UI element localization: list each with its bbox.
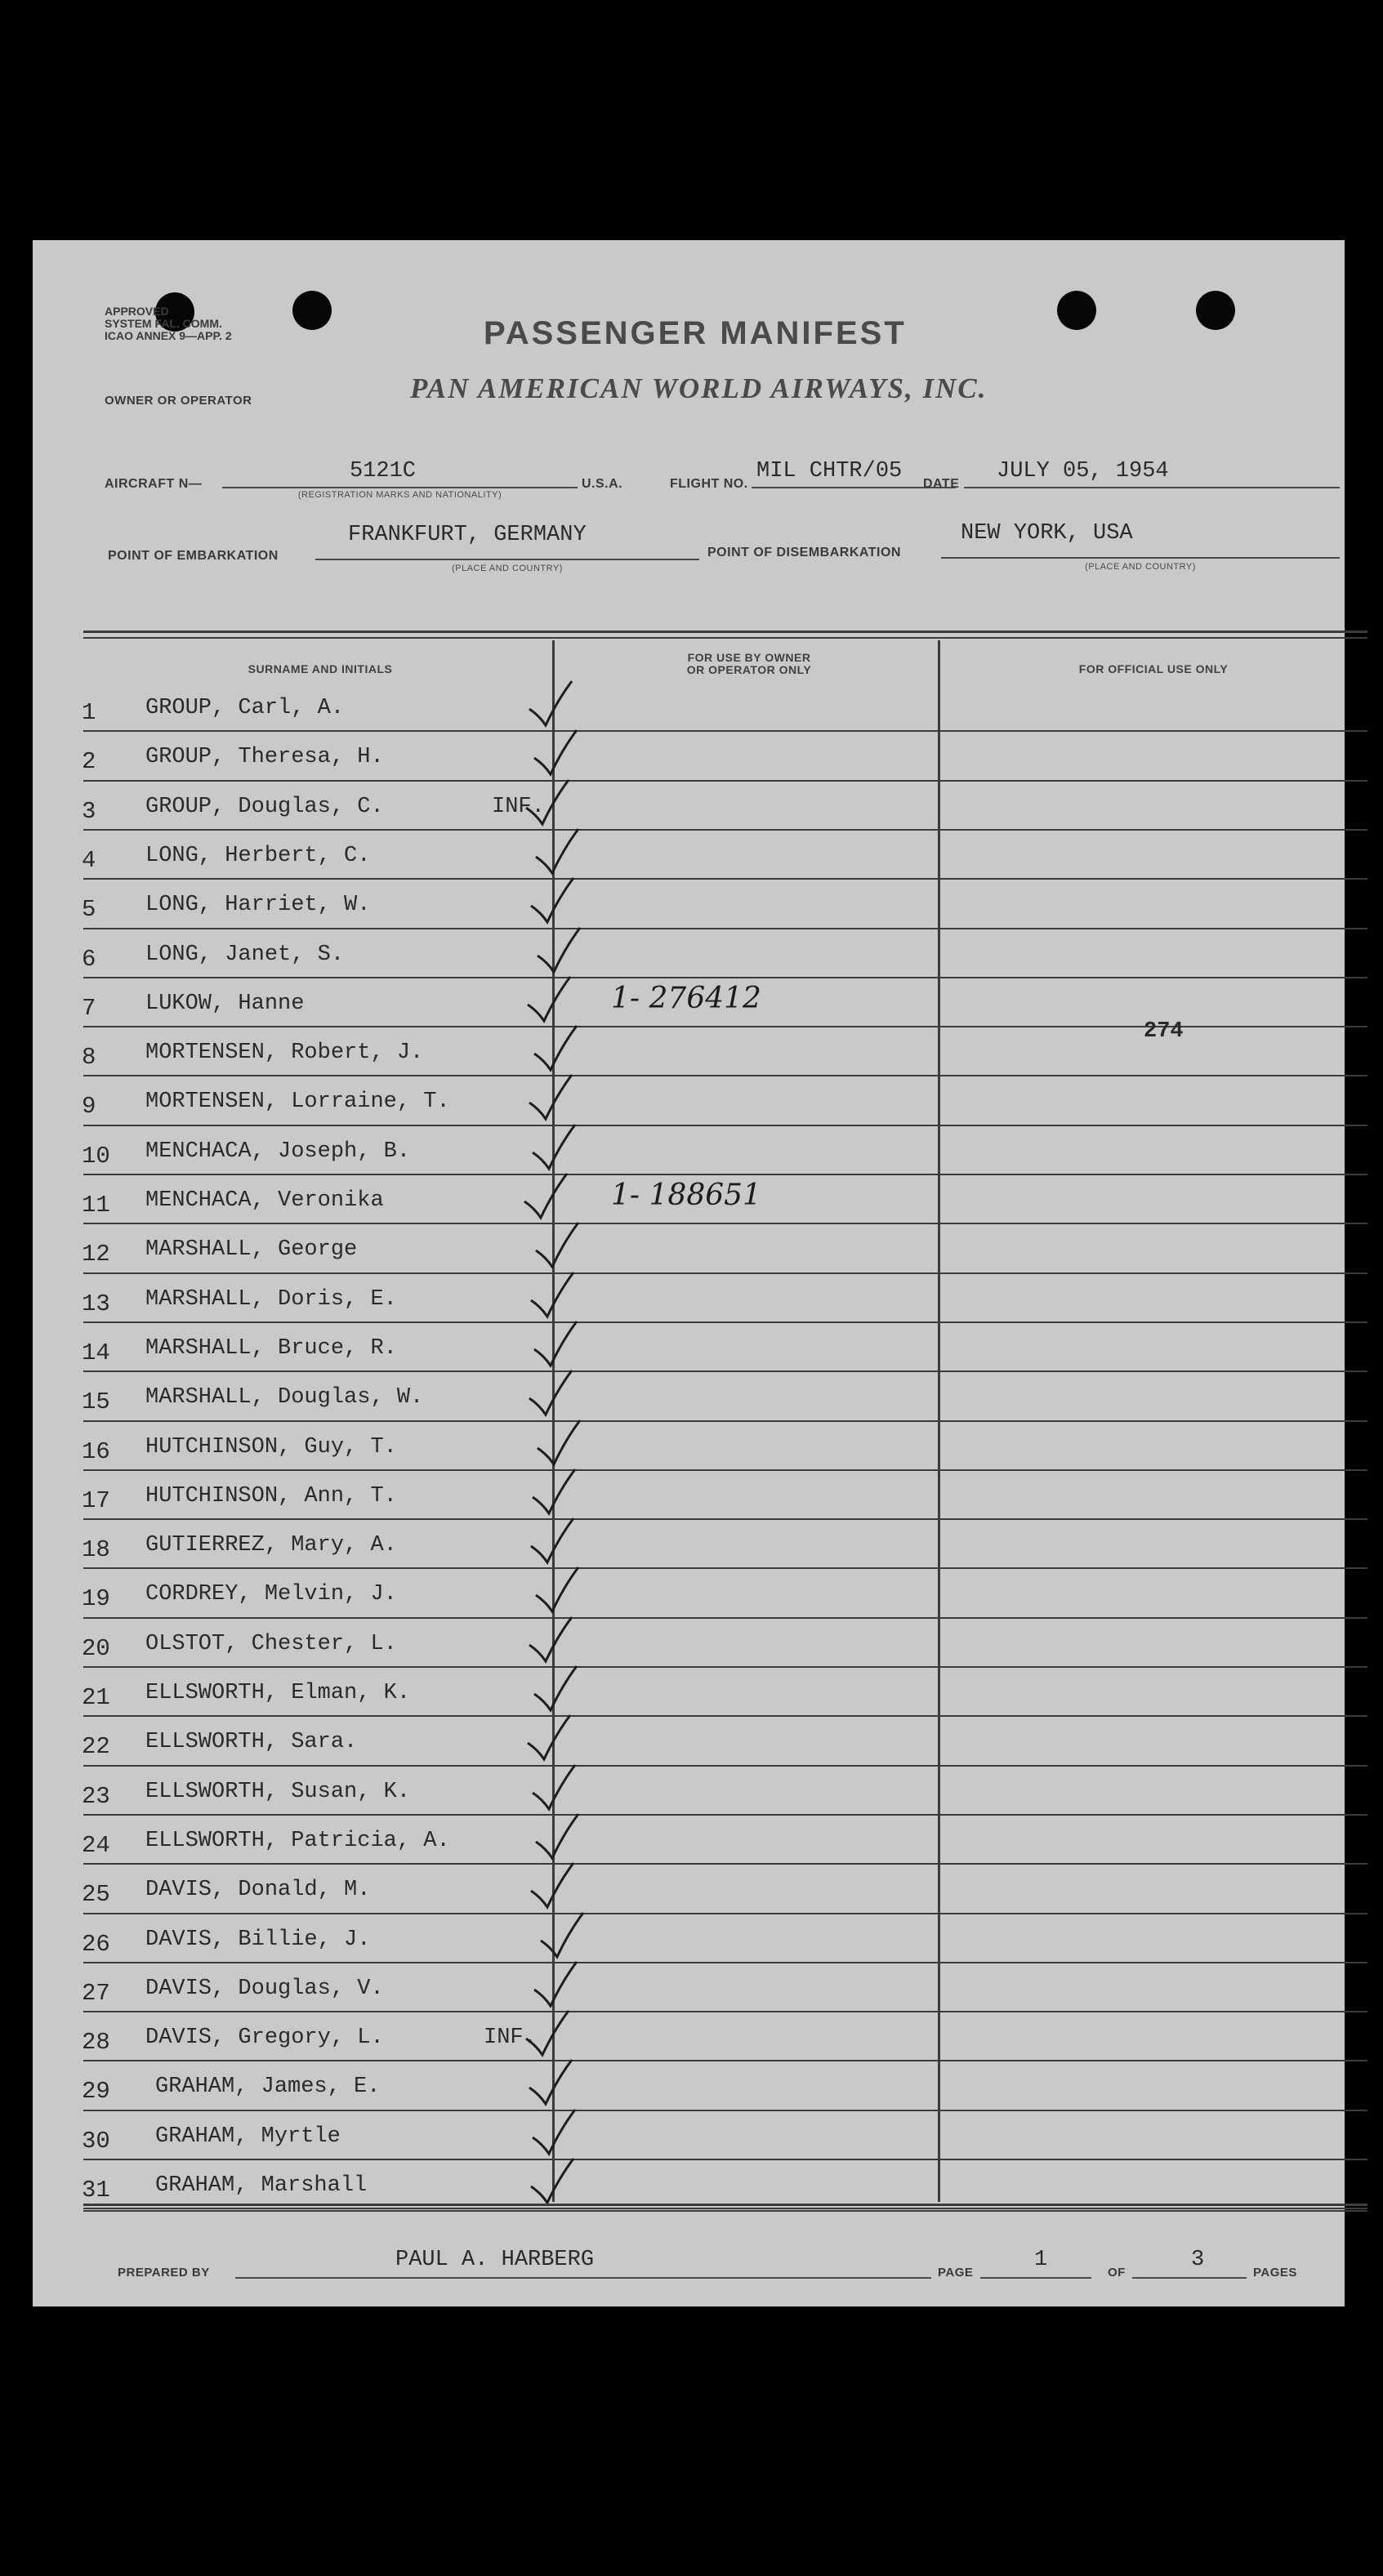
punch-hole (292, 291, 332, 330)
passenger-name: DAVIS, Douglas, V. (145, 1976, 384, 2001)
row-number: 22 (82, 1733, 110, 1761)
passenger-name: HUTCHINSON, Ann, T. (145, 1483, 397, 1509)
disembark-label: POINT OF DISEMBARKATION (707, 546, 901, 559)
row-rule (83, 1863, 1367, 1865)
owner-handwritten-note: 1- 188651 (611, 1179, 761, 1212)
passenger-name: MENCHACA, Veronika (145, 1188, 384, 1213)
date-value: JULY 05, 1954 (997, 459, 1169, 484)
prepared-by-label: PREPARED BY (118, 2266, 210, 2280)
row-rule (83, 2110, 1367, 2111)
passenger-name: ELLSWORTH, Patricia, A. (145, 1828, 450, 1853)
row-rule (83, 1814, 1367, 1816)
passenger-name: HUTCHINSON, Guy, T. (145, 1434, 397, 1460)
manifest-page (33, 240, 1345, 2306)
row-number: 24 (82, 1831, 110, 1859)
passenger-name: MARSHALL, Bruce, R. (145, 1335, 397, 1361)
passenger-name: OLSTOT, Chester, L. (145, 1631, 397, 1656)
table-top-rule (83, 631, 1367, 633)
row-number: 21 (82, 1684, 110, 1711)
row-number: 6 (82, 945, 96, 973)
row-rule (83, 1913, 1367, 1914)
row-rule (83, 1075, 1367, 1076)
passenger-name: LONG, Janet, S. (145, 942, 345, 967)
column-header-official-use: FOR OFFICIAL USE ONLY (1078, 662, 1229, 675)
pages-label: PAGES (1253, 2266, 1297, 2280)
passenger-name: GRAHAM, Myrtle (155, 2124, 341, 2149)
infant-note: INF. (484, 2026, 537, 2051)
pages-line (1132, 2277, 1247, 2279)
row-rule (83, 928, 1367, 929)
embark-sublabel: (PLACE AND COUNTRY) (452, 564, 563, 573)
of-label: OF (1108, 2266, 1126, 2280)
row-number: 27 (82, 1979, 110, 2007)
row-number: 31 (82, 2177, 110, 2204)
passenger-name: LUKOW, Hanne (145, 991, 305, 1016)
row-rule (83, 2159, 1367, 2160)
passenger-name: MORTENSEN, Robert, J. (145, 1041, 424, 1066)
row-rule (83, 977, 1367, 978)
table-bottom-rule-2 (83, 2210, 1367, 2212)
embark-label: POINT OF EMBARKATION (108, 549, 279, 563)
passenger-name: LONG, Harriet, W. (145, 893, 371, 918)
passenger-name: GRAHAM, Marshall (155, 2173, 368, 2198)
aircraft-line (222, 487, 578, 488)
passenger-name: CORDREY, Melvin, J. (145, 1582, 397, 1607)
usa-label: U.S.A. (582, 477, 623, 491)
flight-label: FLIGHT NO. (670, 477, 748, 491)
row-rule (83, 1567, 1367, 1569)
owner-label: OWNER OR OPERATOR (105, 394, 252, 408)
passenger-name: GROUP, Carl, A. (145, 696, 345, 720)
row-number: 3 (82, 797, 96, 825)
row-rule (83, 1272, 1367, 1274)
approval-text: APPROVED SYSTEM FAL. COMM. ICAO ANNEX 9—APP. 2 (105, 305, 232, 342)
form-title: PASSENGER MANIFEST (484, 315, 907, 351)
check-mark-icon (523, 2154, 588, 2211)
row-rule (83, 1962, 1367, 1963)
row-number: 18 (82, 1536, 110, 1564)
row-number: 29 (82, 2078, 110, 2106)
row-rule (83, 1223, 1367, 1224)
passenger-name: MORTENSEN, Lorraine, T. (145, 1090, 450, 1115)
row-rule (83, 878, 1367, 880)
embark-value: FRANKFURT, GERMANY (348, 523, 587, 547)
row-number: 7 (82, 994, 96, 1022)
row-rule (83, 730, 1367, 732)
column-header-surname: SURNAME AND INITIALS (248, 662, 393, 675)
disembark-line (941, 557, 1340, 559)
passenger-name: ELLSWORTH, Elman, K. (145, 1681, 411, 1705)
row-rule (83, 2011, 1367, 2012)
row-number: 15 (82, 1388, 110, 1416)
punch-hole (1057, 291, 1096, 330)
passenger-name: ELLSWORTH, Susan, K. (145, 1779, 411, 1804)
passenger-name: MARSHALL, George (145, 1237, 358, 1263)
disembark-sublabel: (PLACE AND COUNTRY) (1085, 562, 1196, 572)
row-number: 5 (82, 896, 96, 924)
row-number: 2 (82, 748, 96, 776)
row-number: 10 (82, 1142, 110, 1170)
row-number: 25 (82, 1881, 110, 1909)
prepared-by-value: PAUL A. HARBERG (395, 2248, 595, 2272)
row-number: 12 (82, 1241, 110, 1268)
passenger-name: GROUP, Douglas, C. (145, 794, 384, 819)
owner-value: PAN AMERICAN WORLD AIRWAYS, INC. (410, 372, 988, 404)
date-line (964, 487, 1340, 488)
row-rule (83, 1125, 1367, 1126)
row-rule (83, 1765, 1367, 1767)
passenger-name: MARSHALL, Doris, E. (145, 1286, 397, 1312)
passenger-name: MARSHALL, Douglas, W. (145, 1385, 424, 1411)
date-label: DATE (923, 477, 960, 491)
row-number: 19 (82, 1585, 110, 1613)
official-note: 274 (1144, 1019, 1184, 1045)
column-header-owner-use: FOR USE BY OWNER OR OPERATOR ONLY (686, 651, 812, 676)
embark-line (315, 559, 699, 560)
aircraft-value: 5121C (350, 459, 417, 484)
prepared-by-line (235, 2277, 931, 2279)
flight-value: MIL CHTR/05 (756, 459, 903, 484)
passenger-name: DAVIS, Billie, J. (145, 1927, 371, 1952)
row-rule (83, 2060, 1367, 2061)
page-line (980, 2277, 1091, 2279)
row-rule (83, 1174, 1367, 1175)
row-number: 23 (82, 1782, 110, 1810)
row-rule (83, 1469, 1367, 1471)
row-rule (83, 1715, 1367, 1717)
row-number: 14 (82, 1339, 110, 1366)
row-rule (83, 1370, 1367, 1372)
page-value: 1 (1034, 2248, 1048, 2272)
passenger-name: GRAHAM, James, E. (155, 2075, 381, 2100)
row-number: 1 (82, 699, 96, 726)
pages-value: 3 (1191, 2248, 1205, 2272)
row-number: 11 (82, 1192, 110, 1219)
row-rule (83, 2208, 1367, 2209)
row-rule (83, 1617, 1367, 1619)
infant-note: INF. (492, 794, 545, 819)
disembark-value: NEW YORK, USA (961, 521, 1133, 546)
passenger-name: DAVIS, Gregory, L. (145, 2026, 384, 2051)
row-rule (83, 1321, 1367, 1323)
row-number: 9 (82, 1093, 96, 1121)
page-label: PAGE (938, 2266, 974, 2280)
owner-handwritten-note: 1- 276412 (611, 981, 761, 1015)
row-number: 8 (82, 1044, 96, 1072)
table-bottom-rule (83, 2204, 1367, 2206)
row-number: 17 (82, 1486, 110, 1514)
row-rule (83, 780, 1367, 782)
passenger-name: LONG, Herbert, C. (145, 843, 371, 868)
row-number: 20 (82, 1634, 110, 1662)
passenger-name: GROUP, Theresa, H. (145, 745, 384, 770)
row-rule (83, 829, 1367, 831)
row-number: 28 (82, 2029, 110, 2057)
row-rule (83, 1666, 1367, 1668)
row-number: 30 (82, 2127, 110, 2155)
passenger-name: GUTIERREZ, Mary, A. (145, 1533, 397, 1558)
registration-sublabel: (REGISTRATION MARKS AND NATIONALITY) (297, 490, 502, 500)
row-number: 26 (82, 1930, 110, 1958)
punch-hole (1196, 291, 1235, 330)
table-top-rule-2 (83, 637, 1367, 639)
row-number: 16 (82, 1437, 110, 1465)
row-rule (83, 1420, 1367, 1422)
row-rule (83, 1518, 1367, 1520)
row-number: 13 (82, 1290, 110, 1317)
row-number: 4 (82, 846, 96, 874)
passenger-name: DAVIS, Donald, M. (145, 1878, 371, 1903)
passenger-name: ELLSWORTH, Sara. (145, 1730, 358, 1755)
passenger-name: MENCHACA, Joseph, B. (145, 1139, 411, 1164)
aircraft-label: AIRCRAFT N— (105, 477, 203, 491)
